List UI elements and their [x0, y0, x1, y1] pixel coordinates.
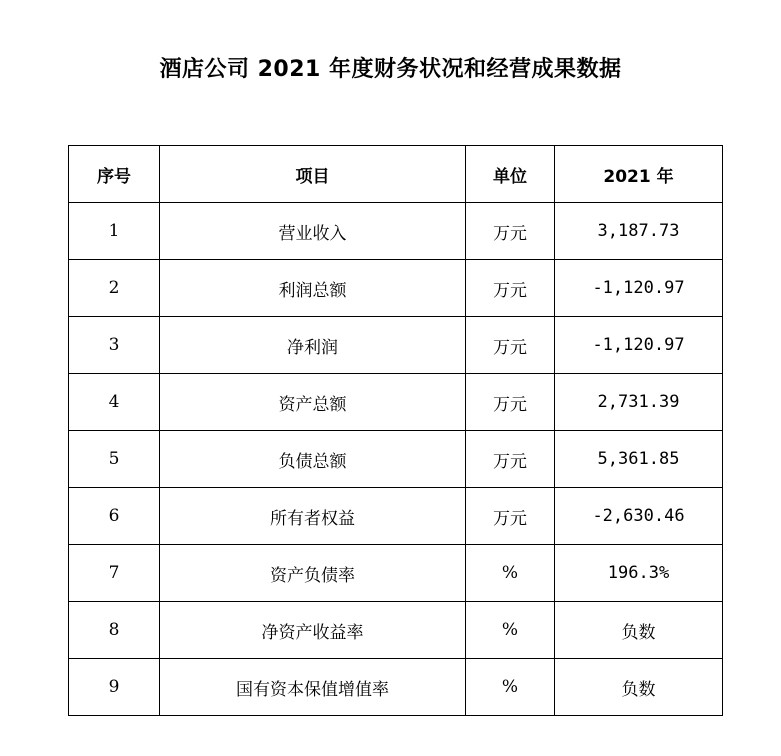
row-index: 8: [69, 602, 160, 659]
header-unit: 单位: [466, 146, 555, 203]
table-row: [69, 203, 723, 260]
row-item: 营业收入: [160, 203, 466, 260]
table-row: [69, 374, 723, 431]
row-unit: 万元: [466, 488, 555, 545]
row-unit: 万元: [466, 317, 555, 374]
row-value: 负数: [555, 659, 723, 716]
financial-data-table: [68, 145, 723, 716]
header-index: 序号: [69, 146, 160, 203]
row-index: 2: [69, 260, 160, 317]
row-index: 5: [69, 431, 160, 488]
row-value: -2,630.46: [555, 488, 723, 545]
row-value: 3,187.73: [555, 203, 723, 260]
row-index: 6: [69, 488, 160, 545]
row-index: 9: [69, 659, 160, 716]
table-row: [69, 317, 723, 374]
row-unit: 万元: [466, 374, 555, 431]
table-row: [69, 659, 723, 716]
row-item: 资产总额: [160, 374, 466, 431]
table-header-row: [69, 146, 723, 203]
row-value: -1,120.97: [555, 317, 723, 374]
row-item: 资产负债率: [160, 545, 466, 602]
row-unit: 万元: [466, 203, 555, 260]
header-item: 项目: [160, 146, 466, 203]
row-item: 利润总额: [160, 260, 466, 317]
row-item: 所有者权益: [160, 488, 466, 545]
row-unit: 万元: [466, 260, 555, 317]
document-title: 酒店公司 2021 年度财务状况和经营成果数据: [159, 57, 622, 82]
row-value: 5,361.85: [555, 431, 723, 488]
row-unit: %: [466, 602, 555, 659]
row-value: -1,120.97: [555, 260, 723, 317]
table-row: [69, 602, 723, 659]
row-index: 1: [69, 203, 160, 260]
row-unit: %: [466, 659, 555, 716]
table-row: [69, 431, 723, 488]
header-year-2021: 2021 年: [555, 146, 723, 203]
row-unit: %: [466, 545, 555, 602]
row-item: 负债总额: [160, 431, 466, 488]
row-index: 7: [69, 545, 160, 602]
table-row: [69, 488, 723, 545]
row-index: 3: [69, 317, 160, 374]
table-row: [69, 260, 723, 317]
row-index: 4: [69, 374, 160, 431]
row-value: 196.3%: [555, 545, 723, 602]
row-value: 负数: [555, 602, 723, 659]
table-row: [69, 545, 723, 602]
row-unit: 万元: [466, 431, 555, 488]
row-value: 2,731.39: [555, 374, 723, 431]
row-item: 净资产收益率: [160, 602, 466, 659]
row-item: 净利润: [160, 317, 466, 374]
row-item: 国有资本保值增值率: [160, 659, 466, 716]
